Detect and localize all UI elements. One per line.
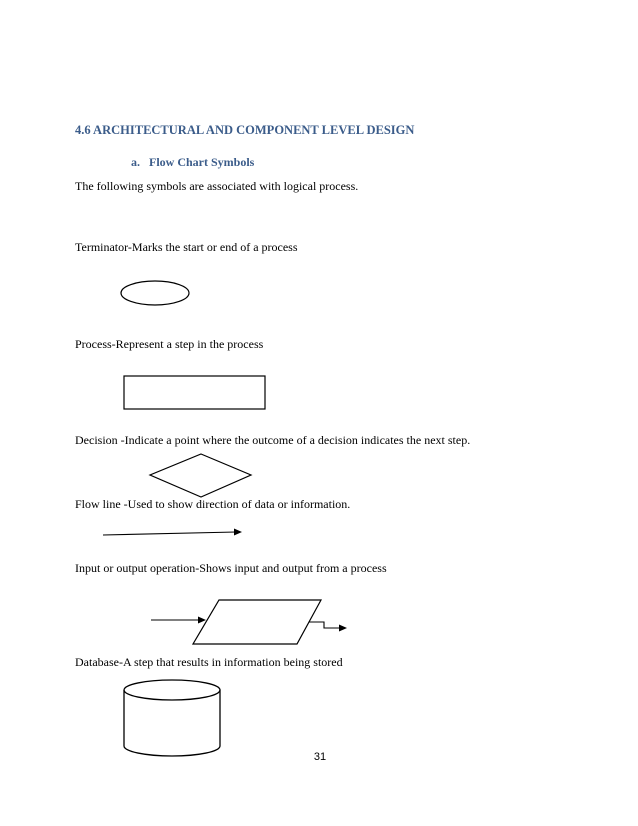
subheading-marker: a. <box>131 155 140 169</box>
database-symbol <box>121 678 223 760</box>
process-description: Process-Represent a step in the process <box>75 337 264 351</box>
terminator-description: Terminator-Marks the start or end of a process <box>75 240 298 254</box>
section-heading: 4.6 ARCHITECTURAL AND COMPONENT LEVEL DESIGN <box>75 123 415 137</box>
page-number: 31 <box>313 751 327 763</box>
flow-line-symbol <box>100 527 246 541</box>
database-description: Database-A step that results in information being stored <box>75 655 343 669</box>
input-output-description: Input or output operation-Shows input and output from a process <box>75 561 387 575</box>
decision-description: Decision -Indicate a point where the outcome of a decision indicates the next step. <box>75 433 471 447</box>
terminator-symbol <box>118 279 192 307</box>
input-output-symbol <box>148 598 350 648</box>
subheading <box>131 155 254 170</box>
decision-symbol <box>148 452 254 499</box>
intro-text: The following symbols are associated with logical process. <box>75 179 359 193</box>
process-symbol <box>123 375 267 411</box>
flow-line-description: Flow line -Used to show direction of data or information. <box>75 497 351 511</box>
subheading-title: Flow Chart Symbols <box>149 155 255 169</box>
